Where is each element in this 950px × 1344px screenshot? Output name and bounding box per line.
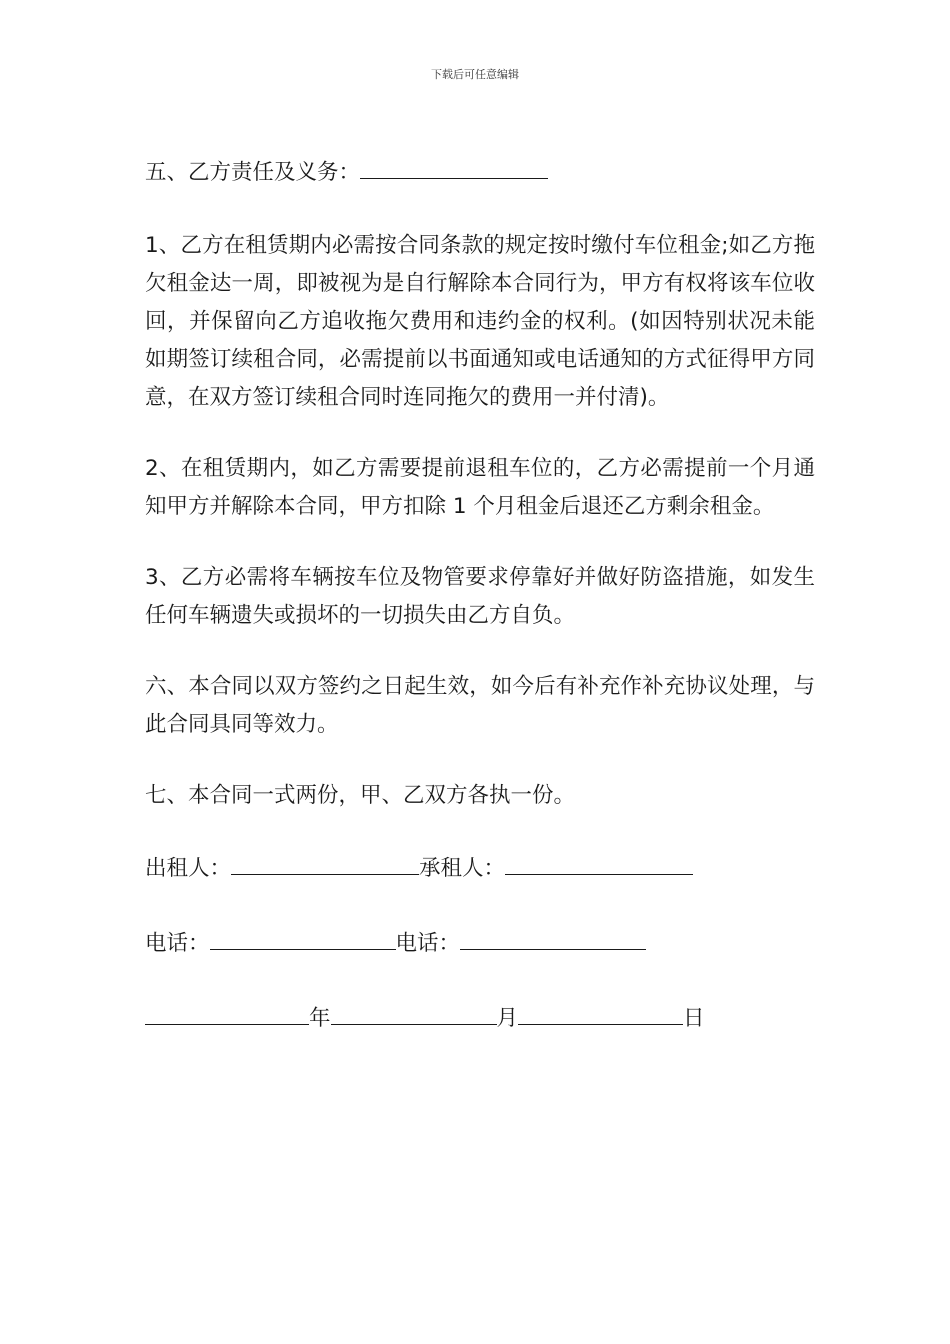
month-label: 月 [496, 1006, 519, 1031]
lessor-blank-line [231, 848, 419, 875]
clause-3: 3、乙方必需将车辆按车位及物管要求停靠好并做好防盗措施，如发生任何车辆遗失或损坏的一切损失由乙方自负。 [145, 565, 815, 628]
page-header: 下载后可任意编辑 [431, 68, 519, 81]
clause-1: 1、乙方在租赁期内必需按合同条款的规定按时缴付车位租金;如乙方拖欠租金达一周，即被视为是自行解除本合同行为，甲方有权将该车位收回，并保留向乙方追收拖欠费用和违约金的权利。(如因特别状况未能如期签订续租合同，必需提前以书面通知或电话通知的方式征得甲方同意，在双方签订续租合同时连同拖欠的费用一并付清)。 [145, 233, 815, 410]
lessee-blank-line [505, 848, 693, 875]
day-blank-line [518, 998, 683, 1025]
clause-2: 2、在租赁期内，如乙方需要提前退租车位的，乙方必需提前一个月通知甲方并解除本合同，甲方扣除 1 个月租金后退还乙方剩余租金。 [145, 456, 815, 519]
lessee-label: 承租人： [419, 856, 506, 881]
month-blank-line [331, 998, 497, 1025]
phone-label-2: 电话： [395, 931, 461, 956]
year-blank-line [145, 998, 309, 1025]
year-label: 年 [309, 1006, 331, 1031]
section-5-title: 五、乙方责任及义务： [145, 160, 361, 185]
phone-row [145, 923, 815, 963]
document-body [145, 152, 815, 1073]
phone-1-blank-line [210, 923, 396, 950]
section-5-heading [145, 152, 815, 192]
phone-2-blank-line [460, 923, 646, 950]
day-label: 日 [683, 1006, 705, 1031]
phone-label-1: 电话： [145, 931, 210, 956]
section-7: 七、本合同一式两份，甲、乙双方各执一份。 [145, 783, 576, 808]
lessor-label: 出租人： [145, 856, 232, 881]
section-5-blank-line [360, 152, 548, 179]
signature-row [145, 848, 815, 888]
section-6: 六、本合同以双方签约之日起生效，如今后有补充作补充协议处理，与此合同具同等效力。 [145, 674, 815, 737]
date-row [145, 998, 815, 1038]
